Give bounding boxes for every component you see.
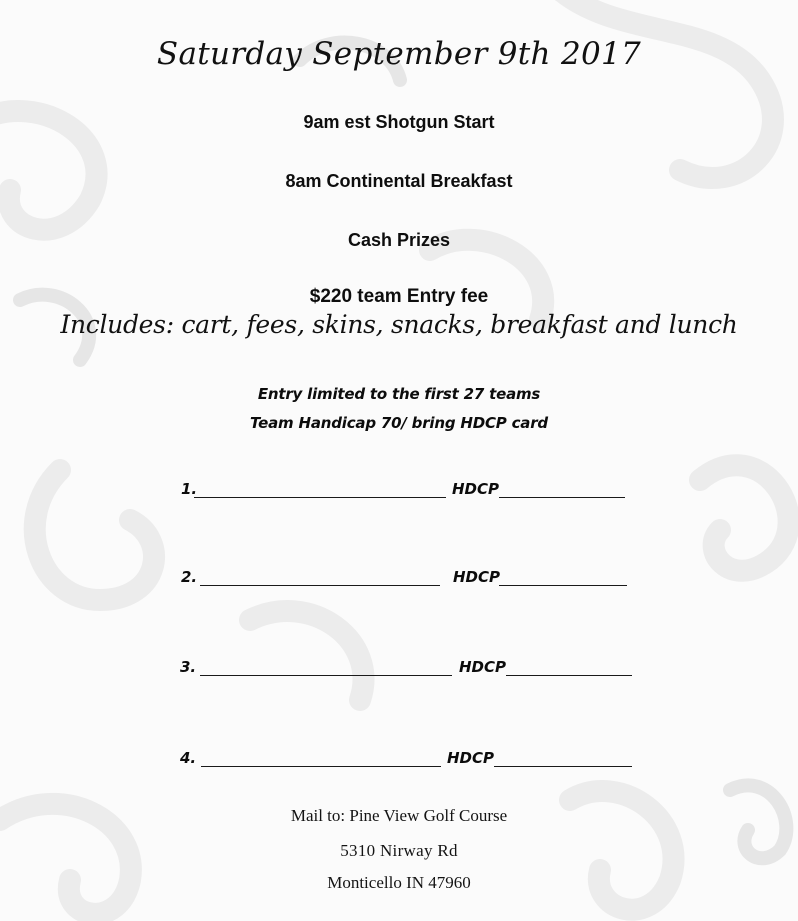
player-name-line[interactable] — [200, 585, 440, 586]
hdcp-label: HDCP — [459, 658, 507, 676]
hdcp-value-line[interactable] — [494, 766, 632, 767]
entry-fee: $220 team Entry fee — [309, 286, 489, 307]
event-date: Saturday September 9th 2017 — [156, 36, 642, 72]
hdcp-label: HDCP — [452, 480, 500, 498]
player-number: 3. — [180, 658, 197, 676]
player-name-line[interactable] — [200, 675, 452, 676]
player-entry-2 — [181, 562, 631, 588]
entry-limit-text: Entry limited to the first 27 teams — [257, 385, 541, 403]
player-number: 2. — [181, 568, 198, 586]
includes-text: Includes: cart, fees, skins, snacks, breakfast and lunch — [60, 310, 738, 339]
hdcp-value-line[interactable] — [499, 497, 625, 498]
shotgun-start-time: 9am est Shotgun Start — [303, 112, 495, 132]
player-entry-3 — [180, 652, 635, 678]
player-entry-4 — [180, 743, 635, 769]
hdcp-label: HDCP — [447, 749, 495, 767]
mail-street-address: 5310 Nirway Rd — [340, 841, 458, 860]
hdcp-value-line[interactable] — [499, 585, 627, 586]
player-number: 1. — [181, 480, 198, 498]
mail-to-line: Mail to: Pine View Golf Course — [290, 806, 508, 825]
mail-city-state-zip: Monticello IN 47960 — [327, 873, 471, 892]
player-entry-1 — [181, 474, 631, 500]
hdcp-label: HDCP — [453, 568, 501, 586]
player-name-line[interactable] — [201, 766, 441, 767]
player-name-line[interactable] — [194, 497, 446, 498]
hdcp-value-line[interactable] — [506, 675, 632, 676]
prizes-text: Cash Prizes — [347, 230, 451, 250]
player-number: 4. — [180, 749, 197, 767]
team-handicap-text: Team Handicap 70/ bring HDCP card — [250, 414, 548, 432]
breakfast-time: 8am Continental Breakfast — [285, 171, 513, 191]
